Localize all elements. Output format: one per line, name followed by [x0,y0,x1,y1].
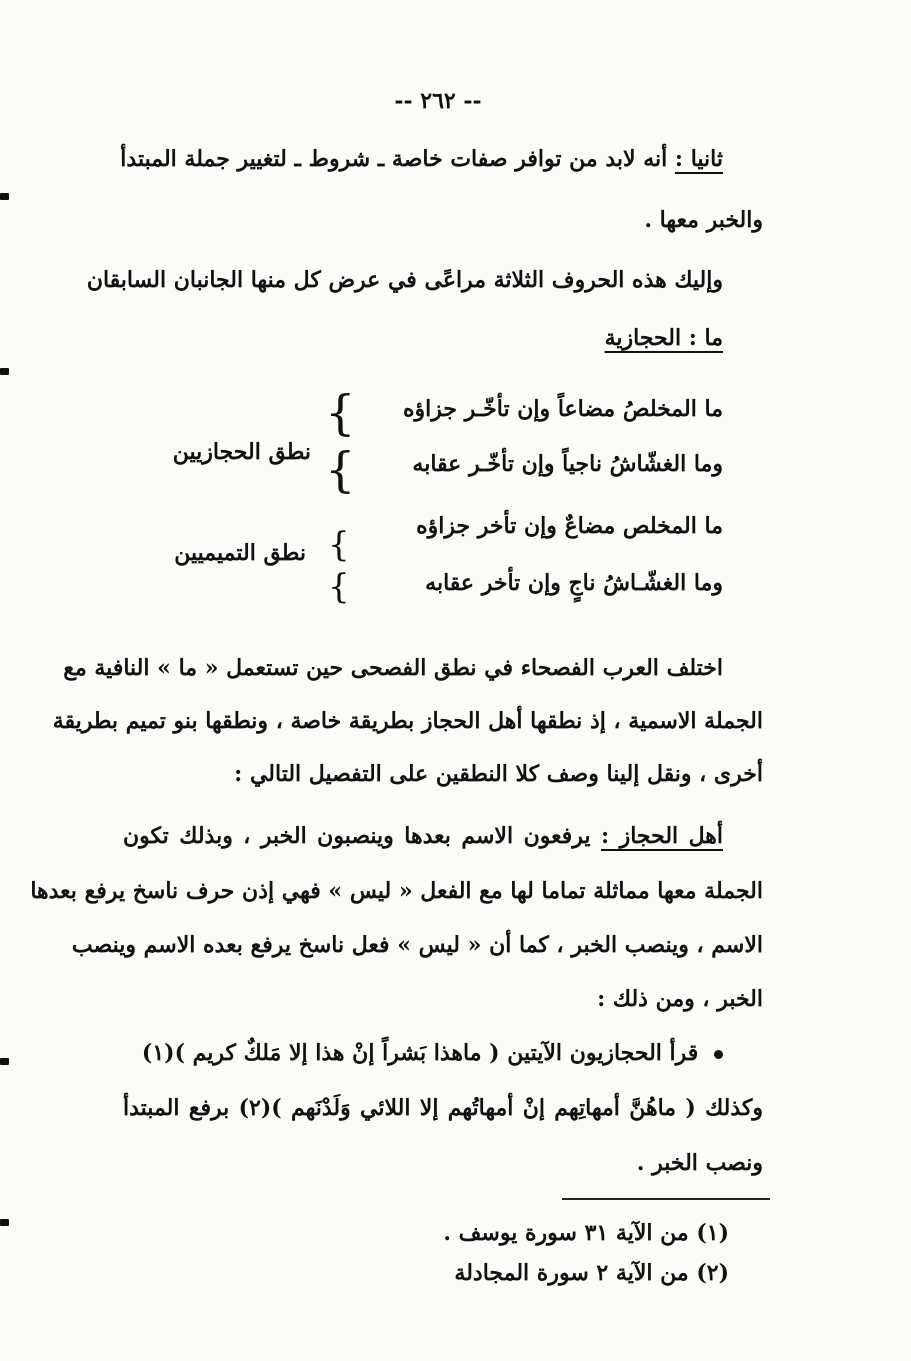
page-number: -- ٢٦٢ -- [394,88,482,114]
bullet-line: وكذلك ( ماهُنَّ أمهاتِهم إنْ أمهاتُهم إلا اللائي وَلَدْنَهم )(٢) برفع المبتدأ [123,1095,763,1121]
binding-hole-mark [0,193,9,200]
bullet-icon [714,1050,723,1059]
brace-glyph: { [325,442,356,498]
paragraph-line: الخبر ، ومن ذلك : [597,986,763,1012]
binding-hole-mark [0,368,9,375]
paragraph-line: أخرى ، ونقل إلينا وصف كلا النطقين على التفصيل التالي : [234,761,763,787]
paragraph-label: أهل الحجاز : [601,823,724,849]
example-line: ما المخلصُ مضاعاً وإن تأخّـر جزاؤه [402,396,723,422]
footnote: (٢) من الآية ٢ سورة المجادلة [454,1260,729,1286]
footnote: (١) من الآية ٣١ سورة يوسف . [443,1220,729,1246]
paragraph-text: أنه لابد من توافر صفات خاصة ـ شروط ـ لتغيير جملة المبتدأ [120,146,668,172]
bullet-text: قرأ الحجازيون الآيتين ( ماهذا بَشراً إنْ هذا إلا مَلكٌ كريم )(١) [141,1040,699,1066]
paragraph-text: يرفعون الاسم بعدها وينصبون الخبر ، وبذلك تكون [123,823,591,849]
paragraph-line: الجملة معها مماثلة تماما لها مع الفعل « ليس » فهي إذن حرف ناسخ يرفع بعدها [30,878,763,904]
brace-glyph: { [325,385,356,441]
paragraph-line: الجملة الاسمية ، إذ نطقها أهل الحجاز بطريقة خاصة ، ونطقها بنو تميم بطريقة [52,708,763,734]
footnote-separator [562,1198,770,1200]
example-line: وما الغشّـاشُ ناجٍ وإن تأخر عقابه [425,570,723,596]
paragraph-line [120,143,723,175]
paragraph-line: الاسم ، وينصب الخبر ، كما أن « ليس » فعل ناسخ يرفع بعده الاسم وينصب [71,932,763,958]
example-line: وما الغشّاشُ ناجياً وإن تأخّـر عقابه [412,451,723,477]
section-heading: ما : الحجازية [604,325,723,351]
bullet-line: ونصب الخبر . [636,1150,763,1176]
intro-line: وإليك هذه الحروف الثلاثة مراعًى في عرض كل منها الجانبان السابقان [86,267,723,293]
example-line: ما المخلص مضاعٌ وإن تأخر جزاؤه [416,513,723,539]
paragraph-label: ثانيا : [674,146,723,172]
bullet-line [142,1037,723,1069]
brace-glyph: { [328,567,350,607]
example-group-label: نطق الحجازيين [172,439,311,465]
binding-hole-mark [0,1058,9,1065]
paragraph-line: والخبر معها . [644,207,763,233]
example-group-label: نطق التميميين [174,540,306,566]
paragraph-line [123,820,723,852]
brace-glyph: { [328,525,350,565]
binding-hole-mark [0,1219,9,1226]
paragraph-line: اختلف العرب الفصحاء في نطق الفصحى حين تستعمل « ما » النافية مع [63,655,723,681]
